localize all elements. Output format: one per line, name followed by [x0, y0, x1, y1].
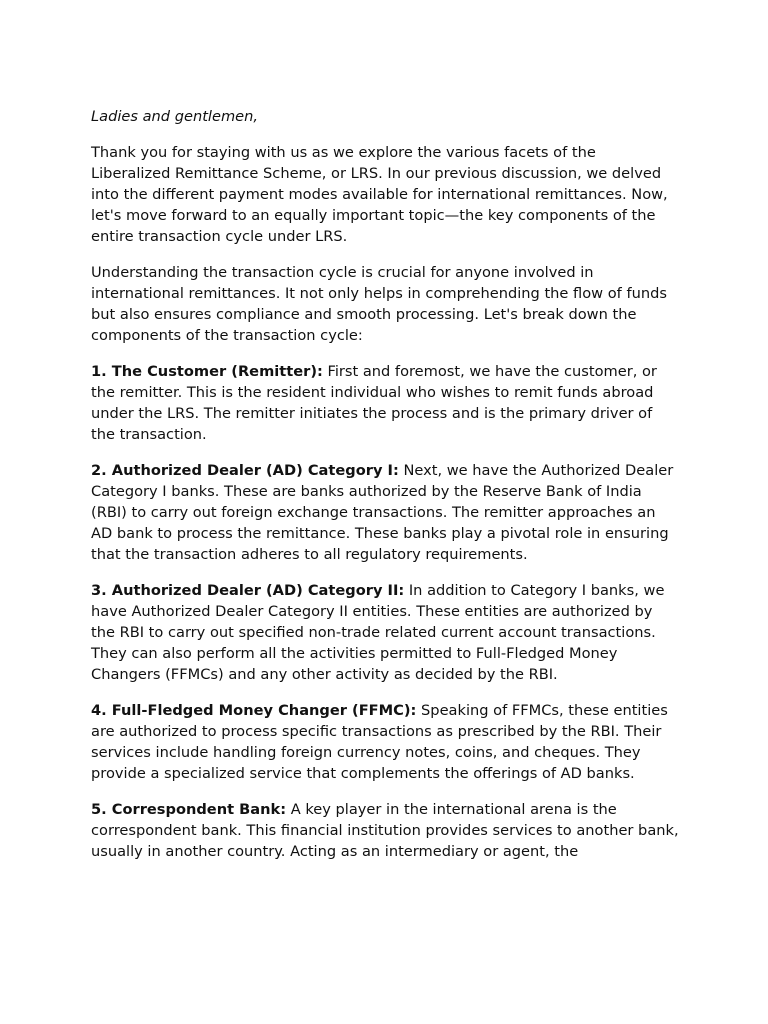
component-paragraph-correspondent-bank	[91, 799, 679, 862]
component-paragraph-ad-category-2	[91, 580, 679, 685]
salutation: Ladies and gentlemen,	[91, 108, 259, 125]
component-body: Speaking of FFMCs, these entities are authorized to process specific transactions as prescribed by the RBI. Their services include handling foreign currency notes, coins, and cheques. They provide a specialized service that complements the offerings of AD banks.	[91, 702, 668, 782]
component-body: In addition to Category I banks, we have Authorized Dealer Category II entities. These entities are authorized by the RBI to carry out specified non-trade related current account transactions. They can also perform all the activities permitted to Full-Fledged Money Changers (FFMCs) and any other activity as decided by the RBI.	[91, 582, 665, 683]
component-paragraph-customer	[91, 361, 679, 445]
component-heading: 5. Correspondent Bank:	[91, 801, 287, 818]
intro-paragraph: Understanding the transaction cycle is crucial for anyone involved in international remittances. It not only helps in comprehending the flow of funds but also ensures compliance and smooth processing. Let's break down the components of the transaction cycle:	[91, 264, 667, 344]
component-paragraph-ffmc	[91, 700, 679, 784]
component-heading: 4. Full-Fledged Money Changer (FFMC):	[91, 702, 417, 719]
component-paragraph-ad-category-1	[91, 460, 679, 565]
component-body: First and foremost, we have the customer, or the remitter. This is the resident individual who wishes to remit funds abroad under the LRS. The remitter initiates the process and is the primary driver of the transaction.	[91, 363, 657, 443]
component-heading: 2. Authorized Dealer (AD) Category I:	[91, 462, 399, 479]
document-body	[91, 106, 679, 877]
component-heading: 1. The Customer (Remitter):	[91, 363, 323, 380]
component-body: A key player in the international arena is the correspondent bank. This financial institution provides services to another bank, usually in another country. Acting as an intermediary or agent, the	[91, 801, 679, 860]
intro-paragraph: Thank you for staying with us as we explore the various facets of the Liberalized Remittance Scheme, or LRS. In our previous discussion, we delved into the different payment modes available for international remittances. Now, let's move forward to an equally important topic—the key components of the entire transaction cycle under LRS.	[91, 144, 668, 245]
component-heading: 3. Authorized Dealer (AD) Category II:	[91, 582, 405, 599]
component-body: Next, we have the Authorized Dealer Category I banks. These are banks authorized by the Reserve Bank of India (RBI) to carry out foreign exchange transactions. The remitter approaches an AD bank to process the remittance. These banks play a pivotal role in ensuring that the transaction adheres to all regulatory requirements.	[91, 462, 674, 563]
